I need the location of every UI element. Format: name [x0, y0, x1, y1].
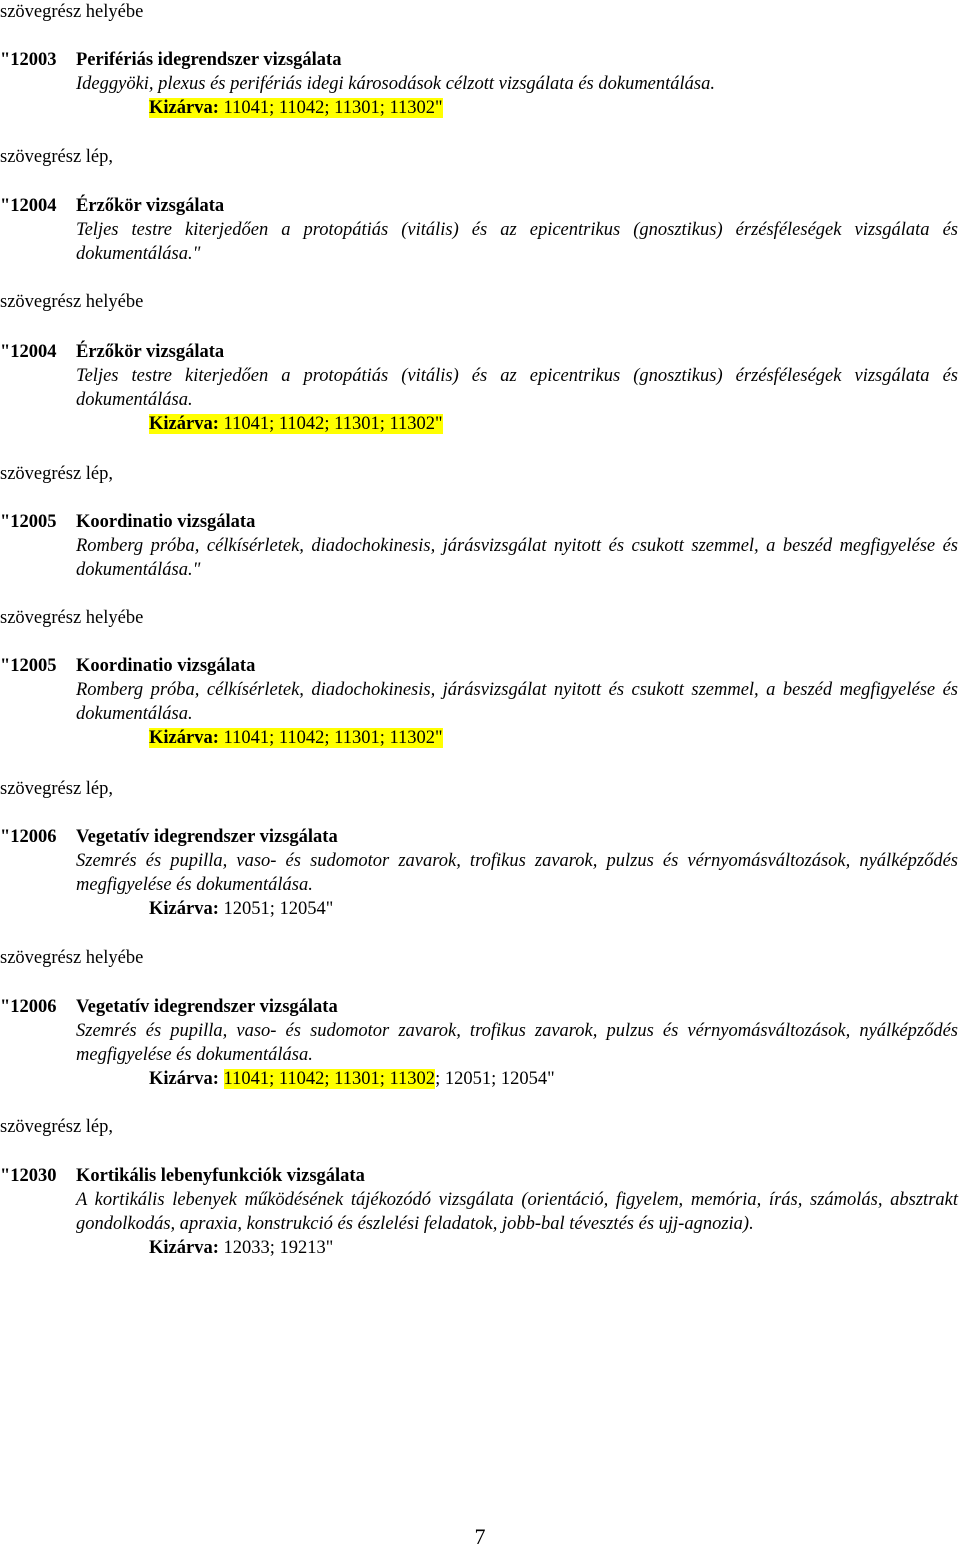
entry-title: Kortikális lebenyfunkciók vizsgálata — [76, 1166, 365, 1186]
entry-heading — [0, 825, 958, 849]
entry-code: "12005 — [0, 512, 57, 532]
entry-12005 — [0, 654, 958, 750]
highlighted-exclusion-codes: 11041; 11042; 11301; 11302 — [223, 1069, 436, 1089]
entry-title: Perifériás idegrendszer vizsgálata — [76, 50, 342, 70]
exclusion-codes: 11041; 11042; 11301; 11302" — [223, 98, 443, 118]
exclusion-label: Kizárva: — [149, 1069, 219, 1089]
marker-substitute: szövegrész lép, — [0, 147, 114, 167]
marker-substitute: szövegrész lép, — [0, 1117, 114, 1137]
entry-exclusion — [149, 412, 958, 436]
entry-title: Érzőkör vizsgálata — [76, 196, 225, 216]
entry-heading — [0, 194, 958, 218]
entry-code: "12004 — [0, 342, 57, 362]
entry-12004 — [0, 194, 958, 266]
marker-replace: szövegrész helyébe — [0, 2, 144, 22]
entry-description: Szemrés és pupilla, vaso- és sudomotor zavarok, trofikus zavarok, pulzus és vérnyomásváltozások, nyálképződés megfigyelése és dokumentálása. — [76, 1021, 958, 1065]
entry-code: "12005 — [0, 656, 57, 676]
page-number: 7 — [474, 1524, 486, 1549]
exclusion-codes: 12051; 12054" — [223, 899, 334, 919]
entry-description: A kortikális lebenyek működésének tájékozódó vizsgálata (orientáció, figyelem, memória, írás, számolás, absztrakt gondolkodás, apraxia, konstrukció és észlelési feladatok, jobb-bal tévesztés és ujj-agnozia). — [76, 1190, 958, 1234]
marker-substitute: szövegrész lép, — [0, 779, 114, 799]
entry-12030 — [0, 1164, 958, 1260]
entry-description: Teljes testre kiterjedően a protopátiás (vitális) és az epicentrikus (gnosztikus) érzésféleségek vizsgálata és dokumentálása." — [76, 220, 958, 264]
entry-heading — [0, 654, 958, 678]
entry-12003 — [0, 48, 958, 120]
exclusion-label: Kizárva: — [149, 414, 219, 434]
entry-12006 — [0, 995, 958, 1091]
entry-heading — [0, 48, 958, 72]
entry-code: "12004 — [0, 196, 57, 216]
entry-description: Teljes testre kiterjedően a protopátiás (vitális) és az epicentrikus (gnosztikus) érzésféleségek vizsgálata és dokumentálása. — [76, 366, 958, 410]
highlighted-exclusion — [149, 414, 443, 434]
entry-code: "12030 — [0, 1166, 57, 1186]
entry-12004 — [0, 340, 958, 436]
entry-code: "12003 — [0, 50, 57, 70]
entry-heading — [0, 1164, 958, 1188]
entry-description: Romberg próba, célkísérletek, diadochokinesis, járásvizsgálat nyitott és csukott szemmel, a beszéd megfigyelése és dokumentálása." — [76, 536, 958, 580]
entry-heading — [0, 995, 958, 1019]
entry-title: Vegetatív idegrendszer vizsgálata — [76, 827, 338, 847]
exclusion-label: Kizárva: — [149, 98, 219, 118]
exclusion-label: Kizárva: — [149, 899, 219, 919]
marker-replace: szövegrész helyébe — [0, 292, 144, 312]
entry-exclusion — [149, 1236, 958, 1260]
exclusion-label: Kizárva: — [149, 728, 219, 748]
highlighted-exclusion — [149, 98, 443, 118]
entry-title: Koordinatio vizsgálata — [76, 512, 256, 532]
marker-substitute: szövegrész lép, — [0, 464, 114, 484]
entry-description: Szemrés és pupilla, vaso- és sudomotor zavarok, trofikus zavarok, pulzus és vérnyomásváltozások, nyálképződés megfigyelése és dokumentálása. — [76, 851, 958, 895]
entry-code: "12006 — [0, 997, 57, 1017]
marker-replace: szövegrész helyébe — [0, 608, 144, 628]
entry-exclusion — [149, 726, 958, 750]
entry-exclusion — [149, 1067, 958, 1091]
exclusion-codes: 11041; 11042; 11301; 11302" — [223, 414, 443, 434]
entry-description: Ideggyöki, plexus és perifériás idegi károsodások célzott vizsgálata és dokumentálása. — [76, 74, 715, 94]
exclusion-codes: 12033; 19213" — [223, 1238, 334, 1258]
marker-replace: szövegrész helyébe — [0, 948, 144, 968]
entry-title: Koordinatio vizsgálata — [76, 656, 256, 676]
entry-heading — [0, 340, 958, 364]
entry-title: Vegetatív idegrendszer vizsgálata — [76, 997, 338, 1017]
exclusion-label: Kizárva: — [149, 1238, 219, 1258]
entry-heading — [0, 510, 958, 534]
entry-12006 — [0, 825, 958, 921]
exclusion-codes: ; 12051; 12054" — [435, 1069, 555, 1089]
entry-title: Érzőkör vizsgálata — [76, 342, 225, 362]
exclusion-codes: 11041; 11042; 11301; 11302" — [223, 728, 443, 748]
entry-12005 — [0, 510, 958, 582]
highlighted-exclusion — [149, 728, 443, 748]
entry-exclusion — [149, 897, 958, 921]
entry-code: "12006 — [0, 827, 57, 847]
entry-description: Romberg próba, célkísérletek, diadochokinesis, járásvizsgálat nyitott és csukott szemmel, a beszéd megfigyelése és dokumentálása. — [76, 680, 958, 724]
entry-exclusion — [149, 96, 958, 120]
